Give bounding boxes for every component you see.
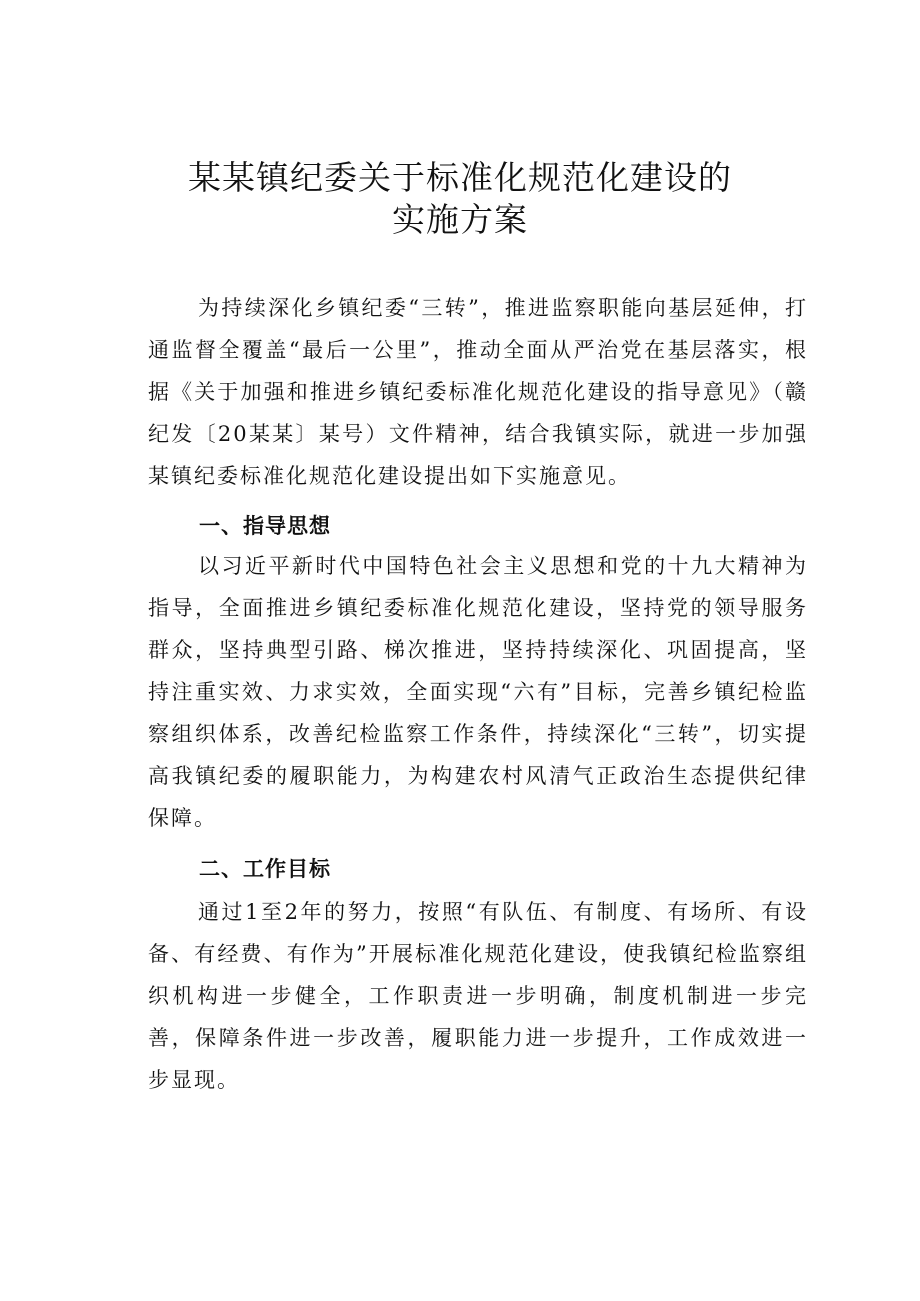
section-heading-guiding-ideology: 一、指导思想 [199, 514, 331, 538]
section-paragraph-guiding-ideology: 以习近平新时代中国特色社会主义思想和党的十九大精神为指导，全面推进乡镇纪委标准化规范化建设，坚持党的领导服务群众，坚持典型引路、梯次推进，坚持持续深化、巩固提高，坚持注重实效、力求实效，全面实现“六有”目标，完善乡镇纪检监察组织体系，改善纪检监察工作条件，持续深化“三转”，切实提高我镇纪委的履职能力，为构建农村风清气正政治生态提供纪律保障。 [148, 554, 808, 830]
intro-paragraph: 为持续深化乡镇纪委“三转”，推进监察职能向基层延伸，打通监督全覆盖“最后一公里”，推动全面从严治党在基层落实，根据《关于加强和推进乡镇纪委标准化规范化建设的指导意见》（赣纪发〔20某某〕某号）文件精神，结合我镇实际，就进一步加强某镇纪委标准化规范化建设提出如下实施意见。 [148, 296, 808, 488]
document-title-line2: 实施方案 [392, 200, 528, 239]
section-heading-work-goals: 二、工作目标 [199, 857, 331, 881]
document-title-line1: 某某镇纪委关于标准化规范化建设的 [188, 158, 732, 197]
section-paragraph-work-goals: 通过1至2年的努力，按照“有队伍、有制度、有场所、有设备、有经费、有作为”开展标准化规范化建设，使我镇纪检监察组织机构进一步健全，工作职责进一步明确，制度机制进一步完善，保障条件进一步改善，履职能力进一步提升，工作成效进一步显现。 [148, 900, 808, 1092]
